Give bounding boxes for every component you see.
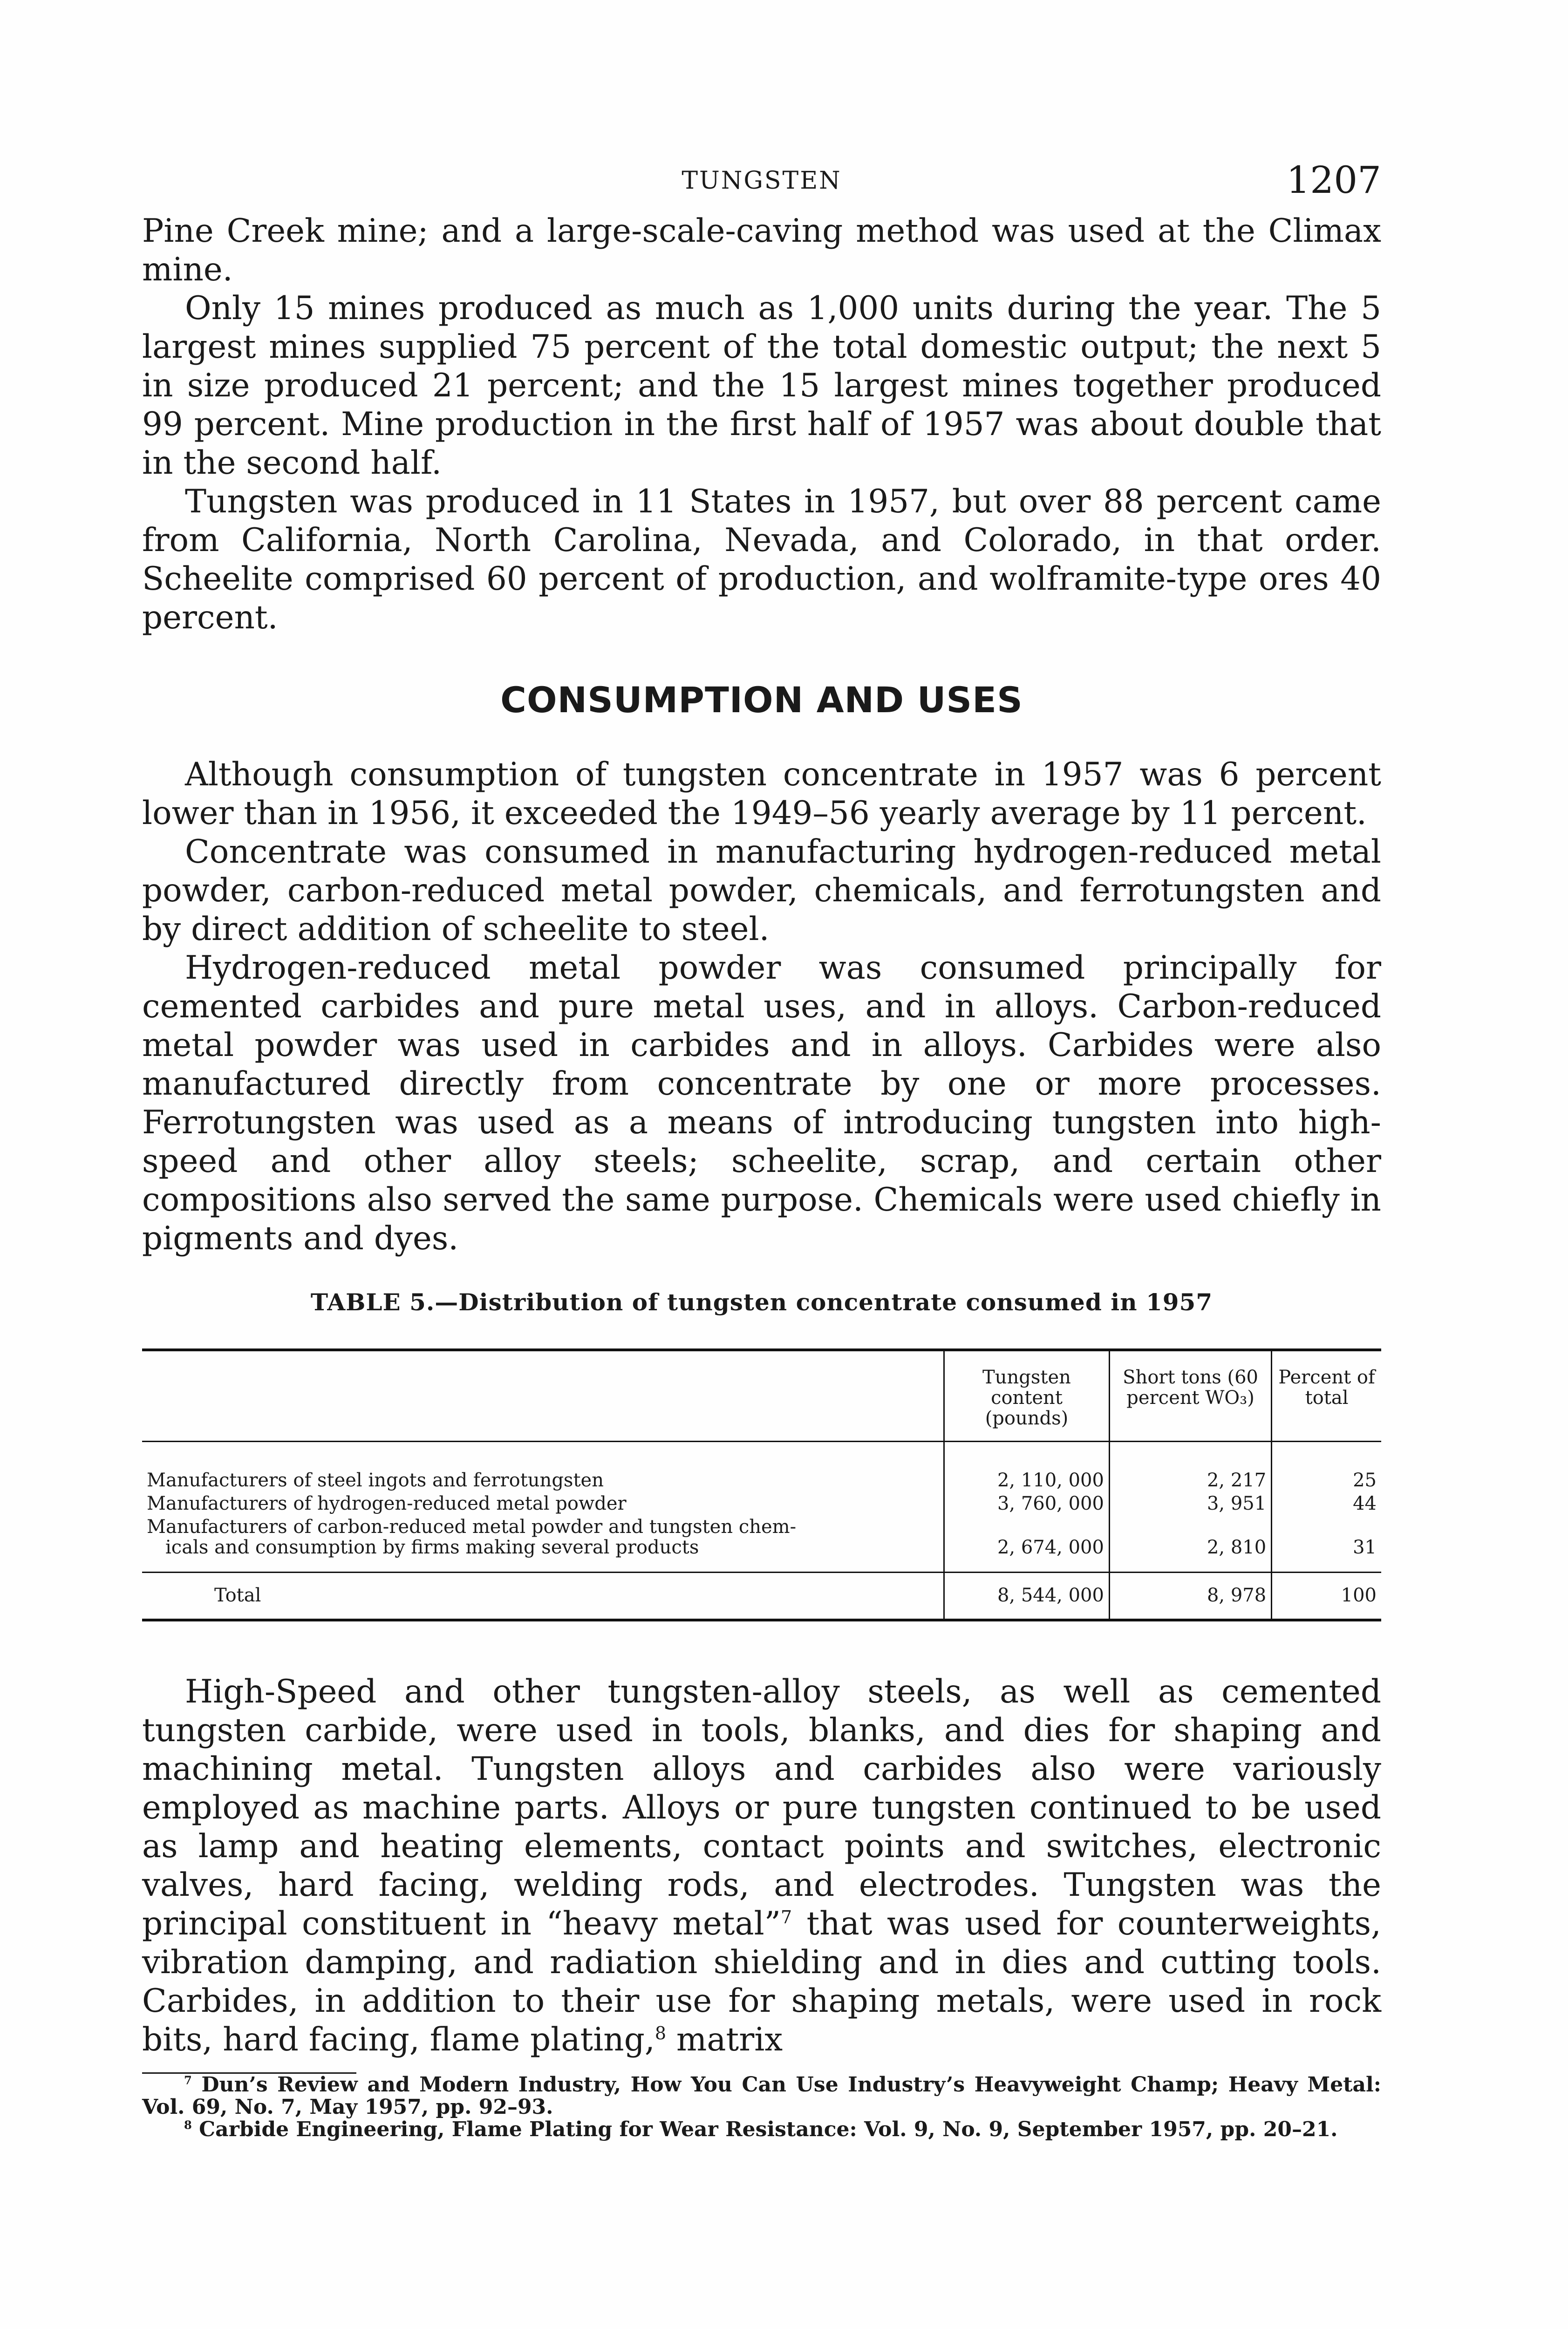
footnote-text: Dun’s Review and Modern Industry, How You Can Use Industry’s Heavyweight Champ; Heavy Metal: Vol. 69, No. 7, May 1957, pp. 92–93. [142, 2073, 1381, 2119]
total-content: 8, 544, 000 [944, 1573, 1110, 1619]
row-label-line: icals and consumption by firms making several products [165, 1537, 699, 1558]
cell-percent: 31 [1272, 1515, 1381, 1573]
paragraph: Concentrate was consumed in manufacturing hydrogen-reduced metal powder, carbon-reduced metal powder, chemicals, and ferrotungsten and by direct addition of scheelite to steel. [142, 833, 1381, 948]
body-text-top [142, 212, 1381, 637]
total-label [142, 1573, 944, 1619]
footnote-ref: 7 [781, 1907, 792, 1927]
footnotes [142, 2074, 1381, 2141]
footnote-mark: 8 [184, 2118, 192, 2132]
row-label: Manufacturers of steel ingots and ferrotungsten [147, 1470, 604, 1491]
paragraph [142, 1673, 1381, 2059]
total-tons: 8, 978 [1109, 1573, 1271, 1619]
table-row [142, 1442, 1381, 1492]
cell-content: 3, 760, 000 [944, 1492, 1110, 1515]
cell-tons: 3, 951 [1109, 1492, 1271, 1515]
section-heading: CONSUMPTION AND USES [500, 679, 1023, 721]
row-label: Manufacturers of hydrogen-reduced metal powder [147, 1493, 627, 1514]
table-row [142, 1492, 1381, 1515]
footnote-ref: 8 [654, 2023, 666, 2043]
paragraph-part: matrix [666, 2021, 783, 2058]
row-label-line: Manufacturers of carbon-reduced metal powder and tungsten chem- [147, 1516, 797, 1538]
body-text-section [142, 756, 1381, 1258]
paragraph-part: High-Speed and other tungsten-alloy steels, as well as cemented tungsten carbide, were used in tools, blanks, and dies for shaping and machining metal. Tungsten alloys and carbides also were variously employed as machine parts. Alloys or pure tungsten continued to be used as lamp and heating elements, contact points and switches, electronic valves, hard facing, welding rods, and electrodes. Tungsten was the principal constituent in “heavy metal” [142, 1673, 1381, 1942]
footnote [142, 2118, 1381, 2141]
running-title: TUNGSTEN [682, 167, 842, 195]
table-total-row [142, 1573, 1381, 1619]
cell-tons: 2, 217 [1109, 1442, 1271, 1492]
cell-content: 2, 110, 000 [944, 1442, 1110, 1492]
footnote [142, 2074, 1381, 2118]
paragraph: Tungsten was produced in 11 States in 1957, but over 88 percent came from California, North Carolina, Nevada, and Colorado, in that order. Scheelite comprised 60 percent of production, and wolframite-type ores 40 percent. [142, 483, 1381, 636]
table-caption: TABLE 5.—Distribution of tungsten concentrate consumed in 1957 [310, 1288, 1213, 1316]
paragraph: Pine Creek mine; and a large-scale-caving method was used at the Climax mine. [142, 212, 1381, 288]
cell-tons: 2, 810 [1109, 1515, 1271, 1573]
stub-header [142, 1350, 944, 1442]
footnote-mark: 7 [184, 2073, 192, 2087]
document-page [142, 158, 1381, 2141]
row-label [142, 1515, 944, 1573]
paragraph: Only 15 mines produced as much as 1,000 units during the year. The 5 largest mines supplied 75 percent of the total domestic output; the next 5 in size produced 21 percent; and the 15 largest mines together produced 99 percent. Mine production in the first half of 1957 was about double that in the second half. [142, 290, 1381, 482]
cell-content: 2, 674, 000 [944, 1515, 1110, 1573]
table-row [142, 1515, 1381, 1573]
total-percent: 100 [1272, 1573, 1381, 1619]
footnote-text: Carbide Engineering, Flame Plating for Wear Resistance: Vol. 9, No. 9, September 1957, pp. 20–21. [191, 2118, 1338, 2141]
body-text-after-table [142, 1673, 1381, 2059]
table-header-row [142, 1350, 1381, 1442]
page-number: 1207 [1286, 158, 1381, 202]
total-label-text: Total [214, 1585, 261, 1606]
paragraph: Although consumption of tungsten concentrate in 1957 was 6 percent lower than in 1956, it exceeded the 1949–56 yearly average by 11 percent. [142, 756, 1381, 832]
paragraph-part: that was used for counterweights, vibration damping, and radiation shielding and in dies and cutting tools. Carbides, in addition to their use for shaping metals, were used in rock bits, hard facing, flame plating, [142, 1905, 1381, 2058]
distribution-table [142, 1348, 1381, 1619]
column-header: Tungsten content (pounds) [944, 1350, 1110, 1442]
column-header: Short tons (60 percent WO₃) [1109, 1350, 1271, 1442]
paragraph: Hydrogen-reduced metal powder was consumed principally for cemented carbides and pure metal uses, and in alloys. Carbon-reduced metal powder was used in carbides and in alloys. Carbides were also manufactured directly from concentrate by one or more processes. Ferrotungsten was used as a means of introducing tungsten into high-speed and other alloy steels; scheelite, scrap, and certain other compositions also served the same purpose. Chemicals were used chiefly in pigments and dyes. [142, 949, 1381, 1257]
cell-percent: 25 [1272, 1442, 1381, 1492]
table-bottom-rule [142, 1619, 1381, 1621]
column-header: Percent of total [1272, 1350, 1381, 1442]
cell-percent: 44 [1272, 1492, 1381, 1515]
running-header [142, 158, 1381, 203]
